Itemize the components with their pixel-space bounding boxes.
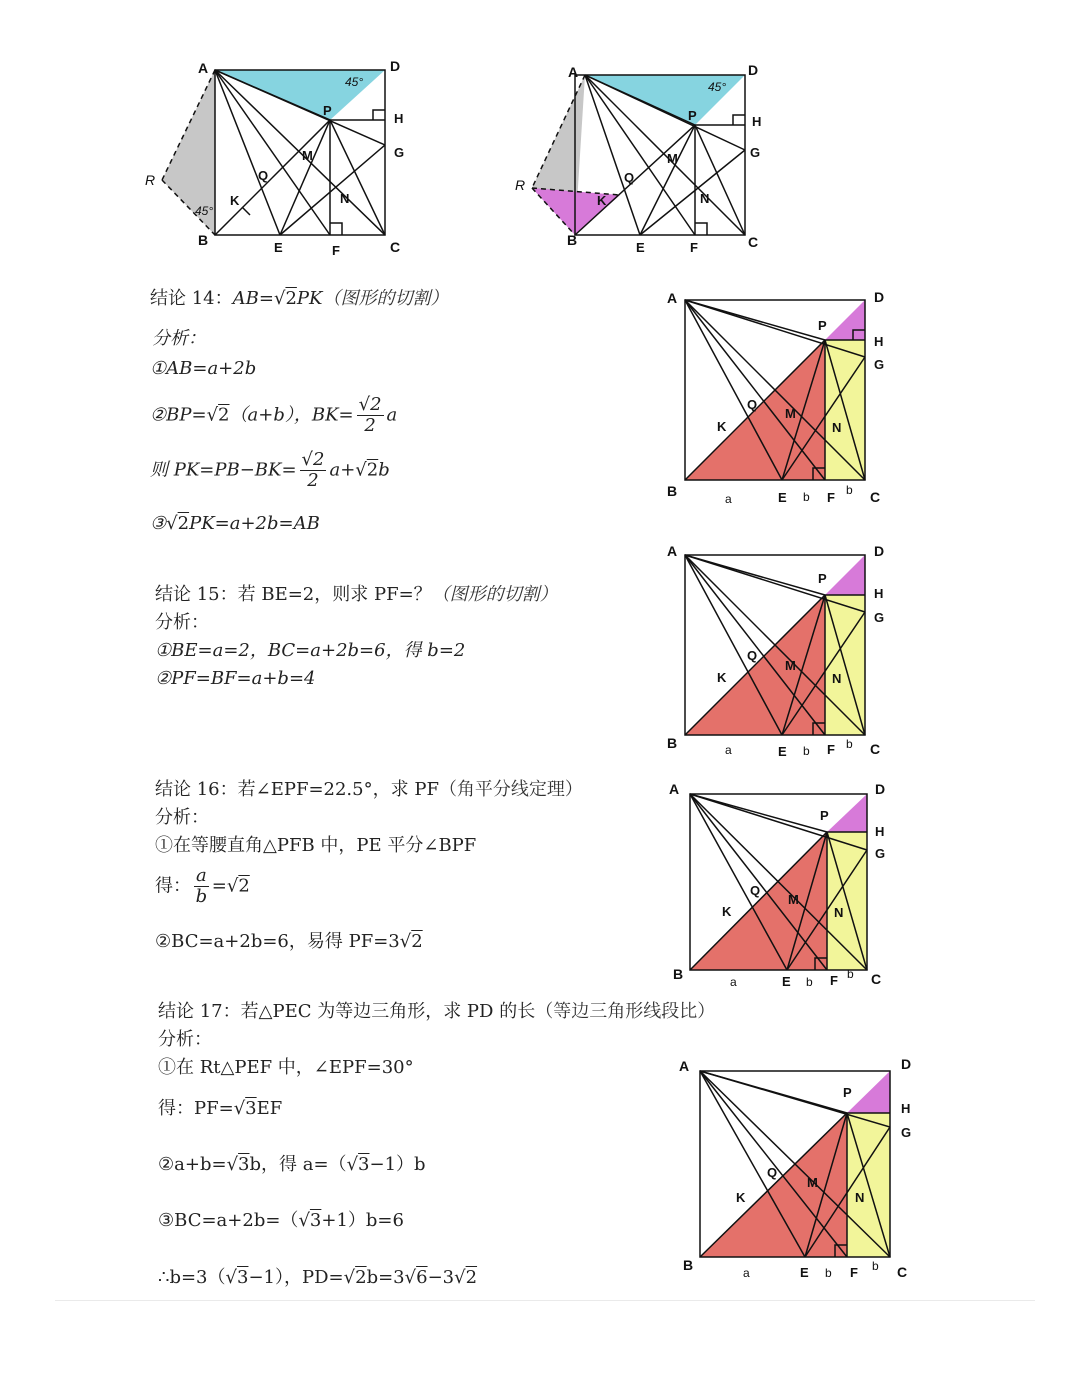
label-P: P — [818, 318, 827, 333]
label-G: G — [750, 145, 761, 160]
c15-title: 结论 15：若 BE=2，则求 PF=？（图形的切割） — [155, 584, 558, 605]
label-C: C — [748, 234, 759, 250]
label-N: N — [832, 671, 842, 686]
angle-45-bottom: 45° — [195, 204, 214, 218]
label-H: H — [901, 1101, 911, 1116]
label-A: A — [669, 781, 680, 797]
c16-line3: ②BC=a+2b=6，易得 PF=3√2 — [155, 931, 423, 952]
label-G: G — [901, 1125, 912, 1140]
magenta-triangle — [825, 300, 865, 340]
label-H: H — [874, 334, 884, 349]
figure-14 — [660, 285, 900, 510]
label-b1: b — [803, 490, 810, 504]
label-B: B — [667, 735, 678, 751]
label-A: A — [667, 543, 678, 559]
label-K: K — [722, 904, 732, 919]
top-right-figure — [510, 55, 790, 265]
label-F: F — [332, 243, 340, 258]
label-F: F — [827, 490, 835, 505]
c16-line2: 得： $\frac{a}{b}$ =√2 — [155, 865, 250, 907]
label-Q: Q — [258, 168, 269, 183]
label-Q: Q — [750, 883, 761, 898]
label-P: P — [820, 808, 829, 823]
label-a: a — [725, 492, 732, 506]
label-B: B — [667, 483, 678, 499]
label-H: H — [394, 111, 404, 126]
c14-analysis: 分析： — [152, 328, 206, 349]
c15-line1: ①BE=a=2，BC=a+2b=6，得 b=2 — [155, 640, 466, 661]
label-H: H — [874, 586, 884, 601]
label-Q: Q — [767, 1165, 778, 1180]
label-F: F — [690, 240, 698, 255]
label-C: C — [870, 489, 881, 505]
label-b1: b — [806, 975, 813, 989]
label-b1: b — [825, 1266, 832, 1280]
label-D: D — [390, 58, 401, 74]
c14-line3: 则 PK=PB−BK= $\frac{√2}{2}$ a+√2b — [150, 449, 390, 491]
magenta-triangle — [532, 188, 620, 235]
label-P: P — [818, 571, 827, 586]
c14-line1: ①AB=a+2b — [150, 358, 257, 379]
label-b1: b — [803, 744, 810, 758]
angle-45-top: 45° — [345, 75, 364, 89]
page-bottom-divider — [55, 1300, 1035, 1301]
label-N: N — [832, 420, 842, 435]
label-K: K — [597, 193, 607, 208]
c17-line3: ②a+b=√3b，得 a=（√3−1）b — [158, 1154, 426, 1175]
c14-line2: ②BP=√2（a+b），BK= $\frac{√2}{2}$ a — [150, 394, 398, 436]
label-M: M — [785, 406, 796, 421]
label-D: D — [748, 62, 759, 78]
label-D: D — [874, 289, 885, 305]
label-D: D — [901, 1056, 912, 1072]
figure-16 — [665, 780, 905, 1005]
label-K: K — [717, 419, 727, 434]
label-C: C — [390, 239, 401, 255]
c14-line4: ③√2PK=a+2b=AB — [150, 513, 320, 534]
c17-line4: ③BC=a+2b=（√3+1）b=6 — [158, 1210, 404, 1231]
angle-45-top: 45° — [708, 80, 727, 94]
c15-line2: ②PF=BF=a+b=4 — [155, 668, 316, 689]
c17-line5: ∴b=3（√3−1），PD=√2b=3√6−3√2 — [158, 1267, 478, 1288]
label-a: a — [743, 1266, 750, 1280]
label-D: D — [875, 781, 886, 797]
label-b2: b — [872, 1259, 879, 1273]
label-M: M — [807, 1175, 818, 1190]
label-K: K — [717, 670, 727, 685]
label-Q: Q — [747, 397, 758, 412]
label-Q: Q — [747, 648, 758, 663]
c17-analysis: 分析： — [158, 1029, 212, 1050]
label-b2: b — [846, 737, 853, 751]
label-K: K — [736, 1190, 746, 1205]
label-H: H — [875, 824, 885, 839]
label-A: A — [667, 290, 678, 306]
label-F: F — [850, 1265, 858, 1280]
label-G: G — [874, 357, 885, 372]
label-G: G — [874, 610, 885, 625]
top-left-figure — [140, 55, 420, 265]
label-M: M — [785, 658, 796, 673]
label-R: R — [145, 172, 156, 188]
figure-15 — [660, 540, 900, 765]
label-P: P — [323, 103, 332, 118]
label-N: N — [834, 905, 844, 920]
label-R: R — [515, 177, 526, 193]
label-b2: b — [847, 967, 854, 981]
label-M: M — [667, 151, 678, 166]
label-F: F — [827, 742, 835, 757]
label-E: E — [636, 240, 645, 255]
c14-title: 结论 14：AB=√2PK（图形的切割） — [150, 288, 449, 309]
label-B: B — [198, 232, 209, 248]
label-C: C — [897, 1264, 908, 1280]
label-N: N — [855, 1190, 865, 1205]
label-F: F — [830, 973, 838, 988]
label-b2: b — [846, 483, 853, 497]
label-a: a — [730, 975, 737, 989]
label-C: C — [871, 971, 882, 987]
label-E: E — [800, 1265, 809, 1280]
label-G: G — [875, 846, 886, 861]
label-N: N — [700, 191, 710, 206]
label-G: G — [394, 145, 405, 160]
label-H: H — [752, 114, 762, 129]
label-B: B — [683, 1257, 694, 1273]
label-B: B — [567, 232, 578, 248]
label-a: a — [725, 743, 732, 757]
c16-analysis: 分析： — [155, 807, 209, 828]
label-E: E — [778, 744, 787, 759]
label-M: M — [302, 148, 313, 163]
label-E: E — [274, 240, 283, 255]
c15-analysis: 分析： — [155, 612, 209, 633]
c16-title: 结论 16：若∠EPF=22.5°，求 PF（角平分线定理） — [155, 779, 583, 800]
c17-line1: ①在 Rt△PEF 中，∠EPF=30° — [158, 1057, 414, 1078]
label-P: P — [843, 1085, 852, 1100]
label-C: C — [870, 741, 881, 757]
label-A: A — [568, 64, 579, 80]
label-E: E — [778, 490, 787, 505]
label-N: N — [340, 191, 350, 206]
label-A: A — [198, 60, 209, 76]
c17-line2: 得：PF=√3EF — [158, 1098, 283, 1119]
label-D: D — [874, 543, 885, 559]
label-M: M — [788, 892, 799, 907]
label-K: K — [230, 193, 240, 208]
label-P: P — [688, 108, 697, 123]
label-A: A — [679, 1058, 690, 1074]
c16-line1: ①在等腰直角△PFB 中，PE 平分∠BPF — [155, 835, 477, 856]
label-E: E — [782, 974, 791, 989]
label-B: B — [673, 966, 684, 982]
label-Q: Q — [624, 170, 635, 185]
figure-17 — [675, 1055, 915, 1290]
c17-title: 结论 17：若△PEC 为等边三角形，求 PD 的长（等边三角形线段比） — [158, 1001, 716, 1022]
